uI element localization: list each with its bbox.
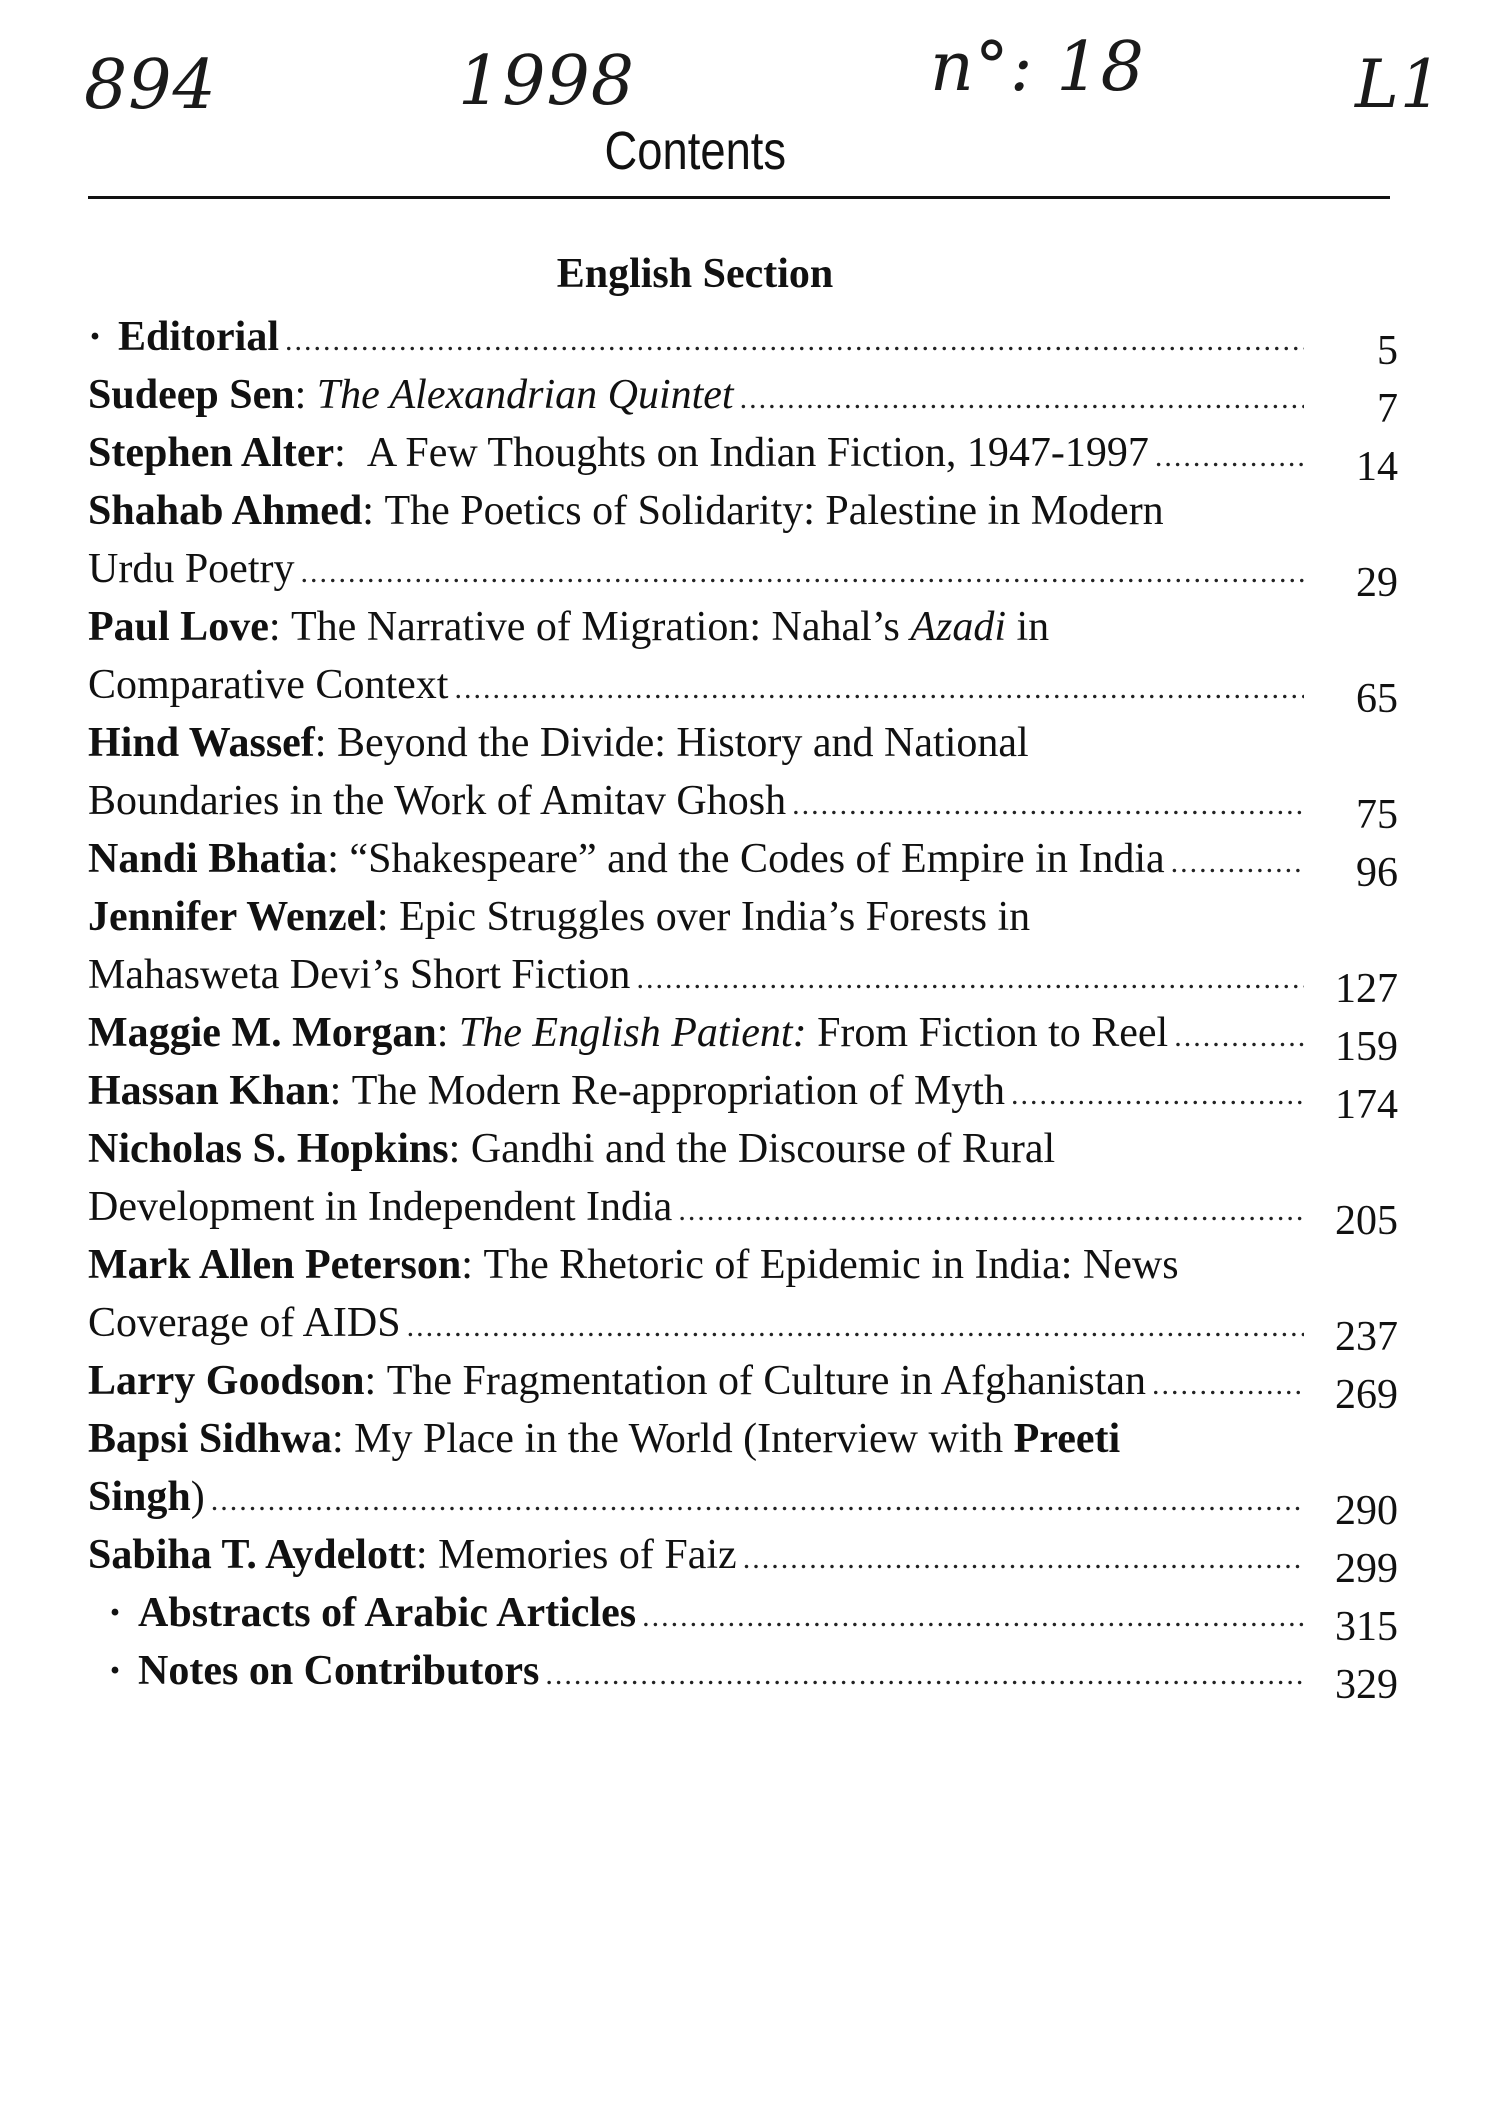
entry-title: From Fiction to Reel xyxy=(817,1010,1169,1056)
entry-author: Bapsi Sidhwa xyxy=(88,1416,332,1462)
page-number: 14 xyxy=(1356,444,1398,490)
entry-title: Abstracts of Arabic Articles xyxy=(138,1590,637,1636)
toc-entry-editorial[interactable] xyxy=(88,308,1398,374)
dot-leader xyxy=(1152,1356,1304,1414)
dot-leader xyxy=(792,776,1304,834)
dot-leader xyxy=(300,544,1304,602)
entry-title-line1: Gandhi and the Discourse of Rural xyxy=(470,1126,1056,1172)
entry-title: The Fragmentation of Culture in Afghanistan xyxy=(386,1358,1147,1404)
entry-title-line2: Comparative Context xyxy=(88,662,449,708)
entry-title: The Modern Re-appropriation of Myth xyxy=(351,1068,1005,1114)
dot-leader xyxy=(545,1646,1304,1704)
entry-interviewer-last: Singh xyxy=(88,1474,191,1520)
toc-entry[interactable]: Hassan Khan : The Modern Re-appropriation of Myth ..... 174 xyxy=(88,1062,1398,1120)
entry-title-line2: Mahasweta Devi’s Short Fiction xyxy=(88,952,631,998)
entry-title: Notes on Contributors xyxy=(138,1648,540,1694)
entry-title: Memories of Faiz xyxy=(438,1532,737,1578)
entry-title: Editorial xyxy=(118,314,280,360)
entry-author: Hassan Khan xyxy=(88,1068,330,1114)
dot-leader xyxy=(678,1182,1304,1240)
entry-author: Nandi Bhatia xyxy=(88,836,328,882)
page-number: 329 xyxy=(1335,1662,1398,1708)
toc-entry[interactable]: Jennifer Wenzel : Epic Struggles over India’s Forests in Mahasweta Devi’s Short Fiction ..... 127 xyxy=(88,888,1398,1004)
entry-author: Paul Love xyxy=(88,604,269,650)
entry-title-line1: The Poetics of Solidarity: Palestine in Modern xyxy=(384,488,1164,534)
section-heading: English Section xyxy=(556,251,834,297)
dot-leader xyxy=(454,660,1304,718)
dot-leader xyxy=(1174,1008,1304,1066)
entry-title-line2: Development in Independent India xyxy=(88,1184,673,1230)
bullet-icon: · xyxy=(88,314,103,360)
handwritten-note-mark: L1 xyxy=(1355,46,1443,123)
toc-entry[interactable]: Larry Goodson : The Fragmentation of Culture in Afghanistan ..... 269 xyxy=(88,1352,1398,1410)
page-number: 315 xyxy=(1335,1604,1398,1650)
toc-entry[interactable]: Maggie M. Morgan : The English Patient: From Fiction to Reel ..... 159 xyxy=(88,1004,1398,1062)
page-number: 205 xyxy=(1335,1198,1398,1244)
entry-title: The Alexandrian Quintet xyxy=(316,372,734,418)
dot-leader xyxy=(285,312,1304,370)
page-number: 65 xyxy=(1356,676,1398,722)
page-number: 269 xyxy=(1335,1372,1398,1418)
entry-author: Jennifer Wenzel xyxy=(88,894,377,940)
toc-entry[interactable]: Nandi Bhatia : “Shakespeare” and the Codes of Empire in India ..... 96 xyxy=(88,830,1398,888)
page-number: 299 xyxy=(1335,1546,1398,1592)
page-number: 174 xyxy=(1335,1082,1398,1128)
entry-title-line2: Boundaries in the Work of Amitav Ghosh xyxy=(88,778,787,824)
entry-title-italic: The English Patient: xyxy=(458,1010,807,1056)
toc-entry[interactable]: Paul Love : The Narrative of Migration: Nahal’s Azadi in Comparative Context ..... 65 xyxy=(88,598,1398,714)
dot-leader xyxy=(740,370,1304,428)
page-number: 290 xyxy=(1335,1488,1398,1534)
toc-entry[interactable]: Nicholas S. Hopkins : Gandhi and the Discourse of Rural Development in Independent India ..... 205 xyxy=(88,1120,1398,1236)
dot-leader xyxy=(407,1298,1304,1356)
toc-entry[interactable]: Shahab Ahmed : The Poetics of Solidarity: Palestine in Modern Urdu Poetry ..... 29 xyxy=(88,482,1398,598)
entry-author: Mark Allen Peterson xyxy=(88,1242,462,1288)
toc-entry[interactable]: Stephen Alter : A Few Thoughts on Indian Fiction, 1947-1997 ..... 14 xyxy=(88,424,1398,482)
toc-entry-notes[interactable] xyxy=(88,1642,1398,1708)
toc-entry[interactable]: Sabiha T. Aydelott : Memories of Faiz ..... 299 xyxy=(88,1526,1398,1584)
table-of-contents xyxy=(88,308,1398,1708)
toc-entry[interactable]: Mark Allen Peterson : The Rhetoric of Epidemic in India: News Coverage of AIDS ..... 237 xyxy=(88,1236,1398,1352)
dot-leader xyxy=(636,950,1304,1008)
handwritten-note-issue: n°: 18 xyxy=(930,28,1145,107)
entry-author: Hind Wassef xyxy=(88,720,315,766)
entry-author: Maggie M. Morgan xyxy=(88,1010,437,1056)
toc-entry[interactable]: Sudeep Sen : The Alexandrian Quintet ..... 7 xyxy=(88,366,1398,424)
title-divider xyxy=(88,196,1390,199)
entry-author: Sabiha T. Aydelott xyxy=(88,1532,416,1578)
entry-title-line1-end: in xyxy=(1016,604,1050,650)
dot-leader xyxy=(1011,1066,1304,1124)
handwritten-note-year: 1998 xyxy=(458,42,636,121)
dot-leader xyxy=(642,1588,1304,1646)
page-number: 159 xyxy=(1335,1024,1398,1070)
entry-author: Shahab Ahmed xyxy=(88,488,363,534)
entry-title-line2: ) xyxy=(190,1474,205,1520)
page-number: 7 xyxy=(1377,386,1398,432)
page-number: 29 xyxy=(1356,560,1398,606)
entry-title-line1: The Rhetoric of Epidemic in India: News xyxy=(483,1242,1179,1288)
entry-author: Larry Goodson xyxy=(88,1358,365,1404)
toc-entry-abstracts[interactable] xyxy=(88,1584,1398,1650)
page-number: 5 xyxy=(1377,328,1398,374)
entry-title-line1: My Place in the World (Interview with xyxy=(354,1416,1004,1462)
page-number: 96 xyxy=(1356,850,1398,896)
entry-title-line1: Beyond the Divide: History and National xyxy=(336,720,1029,766)
toc-entry[interactable]: Hind Wassef : Beyond the Divide: History and National Boundaries in the Work of Amitav Ghosh ..... 75 xyxy=(88,714,1398,830)
entry-author: Sudeep Sen xyxy=(88,372,295,418)
dot-leader xyxy=(1171,834,1304,892)
entry-title-line1: The Narrative of Migration: Nahal’s xyxy=(291,604,900,650)
page-number: 75 xyxy=(1356,792,1398,838)
entry-title-line2: Coverage of AIDS xyxy=(88,1300,401,1346)
entry-title: “Shakespeare” and the Codes of Empire in India xyxy=(349,836,1165,882)
toc-entry[interactable]: Bapsi Sidhwa : My Place in the World (Interview with Preeti Singh ) ..... 290 xyxy=(88,1410,1398,1526)
entry-title: A Few Thoughts on Indian Fiction, 1947-1997 xyxy=(366,430,1149,476)
dot-leader xyxy=(211,1472,1304,1530)
page-title: Contents xyxy=(604,121,787,181)
handwritten-note-number: 894 xyxy=(84,46,217,125)
bullet-icon: · xyxy=(108,1648,123,1694)
entry-author: Nicholas S. Hopkins xyxy=(88,1126,449,1172)
entry-interviewer-first: Preeti xyxy=(1013,1416,1121,1462)
entry-author: Stephen Alter xyxy=(88,430,335,476)
dot-leader xyxy=(1155,428,1304,486)
page-number: 127 xyxy=(1335,966,1398,1012)
entry-title-line1: Epic Struggles over India’s Forests in xyxy=(399,894,1031,940)
dot-leader xyxy=(743,1530,1304,1588)
entry-title-line2: Urdu Poetry xyxy=(88,546,295,592)
page-number: 237 xyxy=(1335,1314,1398,1360)
bullet-icon: · xyxy=(108,1590,123,1636)
entry-title-italic: Azadi xyxy=(910,604,1006,650)
